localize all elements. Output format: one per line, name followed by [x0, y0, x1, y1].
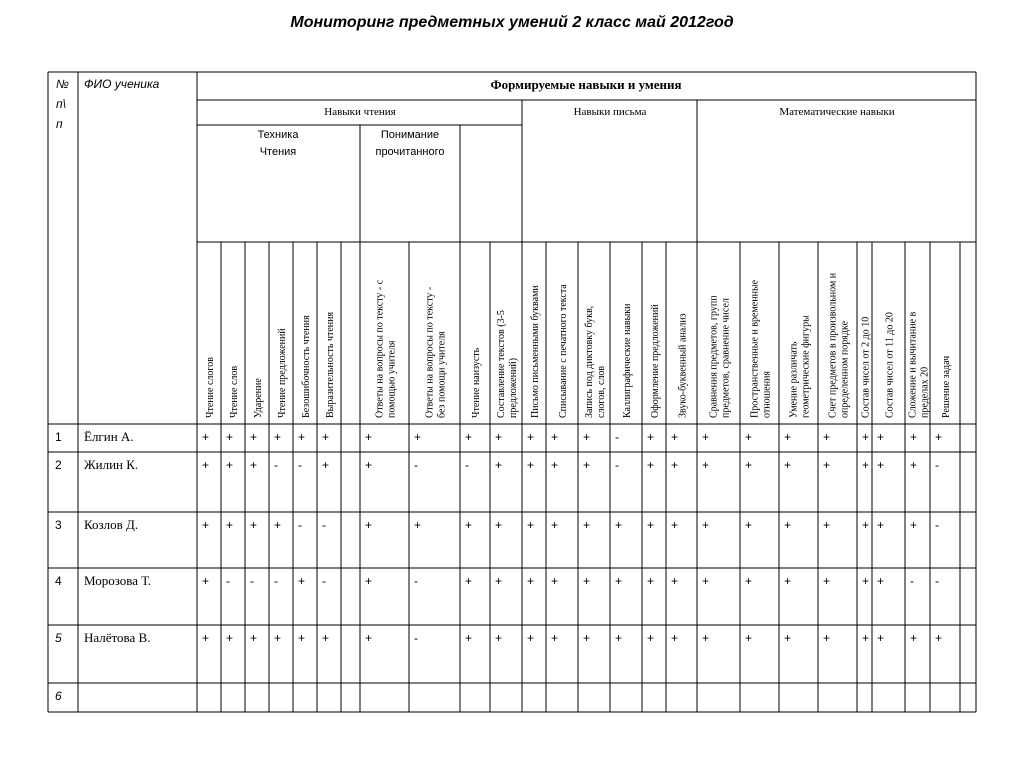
- mark-cell: +: [702, 631, 710, 645]
- mark-cell: +: [671, 518, 679, 532]
- mark-cell: +: [647, 458, 655, 472]
- column-header-11: Письмо письменными буквами: [530, 285, 541, 418]
- column-header-19: геометрические фигуры: [800, 315, 812, 418]
- mark-cell: +: [784, 518, 792, 532]
- header-fio: ФИО ученика: [84, 77, 160, 91]
- mark-cell: +: [702, 518, 710, 532]
- mark-cell: +: [274, 631, 282, 645]
- mark-cell: +: [465, 518, 473, 532]
- mark-cell: -: [274, 574, 278, 588]
- mark-cell: -: [298, 518, 302, 532]
- mark-cell: +: [551, 574, 559, 588]
- header-num: №: [56, 77, 69, 91]
- mark-cell: +: [250, 631, 258, 645]
- mark-cell: +: [877, 631, 885, 645]
- column-header-23: Сложение и вычитание в: [907, 311, 919, 418]
- mark-cell: +: [583, 631, 591, 645]
- mark-cell: +: [551, 518, 559, 532]
- mark-cell: +: [877, 458, 885, 472]
- mark-cell: +: [465, 574, 473, 588]
- row-number: 2: [55, 458, 62, 472]
- column-header-17: Сравнения предметов, групп: [708, 295, 720, 418]
- mark-cell: +: [784, 430, 792, 444]
- column-header-12: Списывание с печатного текста: [558, 284, 569, 418]
- mark-cell: +: [910, 518, 918, 532]
- mark-cell: +: [877, 518, 885, 532]
- mark-cell: -: [322, 574, 326, 588]
- column-header-7: помощью учителя: [386, 340, 398, 418]
- mark-cell: +: [745, 430, 753, 444]
- row-number: 4: [55, 574, 62, 588]
- mark-cell: +: [298, 631, 306, 645]
- mark-cell: +: [823, 458, 831, 472]
- mark-cell: -: [935, 458, 939, 472]
- mark-cell: +: [274, 518, 282, 532]
- mark-cell: -: [615, 458, 619, 472]
- mark-cell: +: [702, 574, 710, 588]
- student-name: Жилин К.: [84, 457, 139, 472]
- column-header-1: Чтение слов: [229, 365, 240, 418]
- mark-cell: +: [784, 574, 792, 588]
- mark-cell: +: [274, 430, 282, 444]
- mark-cell: +: [298, 430, 306, 444]
- header-group-reading: Навыки чтения: [324, 106, 396, 118]
- mark-cell: +: [495, 574, 503, 588]
- page-title: Мониторинг предметных умений 2 класс май 2012год: [290, 14, 734, 31]
- column-header-2: Ударение: [253, 378, 264, 418]
- column-header-14: Каллиграфические навыки: [622, 303, 633, 418]
- mark-cell: -: [935, 518, 939, 532]
- mark-cell: +: [647, 518, 655, 532]
- column-header-7: Ответы на вопросы по тексту - с: [374, 279, 386, 418]
- student-name: Козлов Д.: [84, 517, 139, 532]
- mark-cell: +: [745, 631, 753, 645]
- row-number: 5: [55, 631, 62, 645]
- mark-cell: +: [702, 430, 710, 444]
- row-number: 1: [55, 430, 62, 444]
- mark-cell: +: [250, 518, 258, 532]
- mark-cell: -: [615, 430, 619, 444]
- mark-cell: +: [647, 574, 655, 588]
- header-sub-technique: Чтения: [259, 146, 297, 158]
- mark-cell: -: [414, 574, 418, 588]
- mark-cell: +: [745, 518, 753, 532]
- mark-cell: +: [202, 574, 210, 588]
- mark-cell: +: [583, 430, 591, 444]
- mark-cell: +: [527, 430, 535, 444]
- mark-cell: +: [527, 458, 535, 472]
- mark-cell: +: [226, 458, 234, 472]
- mark-cell: -: [935, 574, 939, 588]
- column-header-10: Составление текстов (3-5: [496, 310, 507, 418]
- mark-cell: +: [202, 458, 210, 472]
- column-header-22: Состав чисел от 11 до 20: [884, 312, 896, 418]
- student-name: Морозова Т.: [84, 573, 152, 588]
- column-header-19: Умение различать: [788, 341, 800, 418]
- mark-cell: +: [823, 631, 831, 645]
- column-header-17: предметов, сравнение чисел: [720, 298, 732, 418]
- mark-cell: +: [250, 458, 258, 472]
- mark-cell: +: [877, 574, 885, 588]
- column-header-9: Чтение наизусть: [471, 347, 482, 418]
- column-header-20: Счет предметов в произвольном и: [827, 272, 839, 418]
- mark-cell: +: [647, 631, 655, 645]
- mark-cell: +: [365, 430, 373, 444]
- header-group-writing: Навыки письма: [573, 106, 647, 118]
- mark-cell: +: [551, 430, 559, 444]
- mark-cell: +: [583, 518, 591, 532]
- column-header-21: Состав чисел от 2 до 10: [860, 316, 872, 418]
- mark-cell: +: [465, 631, 473, 645]
- column-header-0: Чтение слогов: [205, 357, 216, 418]
- mark-cell: -: [910, 574, 914, 588]
- mark-cell: +: [527, 574, 535, 588]
- column-header-23: пределах 20: [919, 366, 931, 418]
- mark-cell: +: [583, 458, 591, 472]
- mark-cell: +: [823, 430, 831, 444]
- column-header-5: Выразительность чтения: [325, 311, 336, 418]
- mark-cell: +: [414, 430, 422, 444]
- mark-cell: +: [495, 631, 503, 645]
- mark-cell: +: [784, 458, 792, 472]
- header-sub-understanding: прочитанного: [375, 146, 445, 158]
- mark-cell: +: [365, 458, 373, 472]
- student-name: Ёлгин А.: [84, 429, 134, 444]
- mark-cell: +: [910, 631, 918, 645]
- student-name: Налётова В.: [84, 630, 151, 645]
- mark-cell: +: [495, 518, 503, 532]
- mark-cell: +: [298, 574, 306, 588]
- mark-cell: +: [910, 458, 918, 472]
- mark-cell: -: [250, 574, 254, 588]
- mark-cell: +: [414, 518, 422, 532]
- column-header-8: Ответы на вопросы по тексту -: [424, 286, 436, 418]
- mark-cell: +: [702, 458, 710, 472]
- mark-cell: +: [527, 631, 535, 645]
- header-sub-understanding: Понимание: [380, 129, 440, 141]
- mark-cell: +: [862, 430, 870, 444]
- mark-cell: +: [322, 458, 330, 472]
- column-header-8: без помощи учителя: [436, 331, 448, 418]
- column-header-16: Звуко-буквенный анализ: [677, 313, 689, 418]
- mark-cell: +: [647, 430, 655, 444]
- mark-cell: +: [551, 458, 559, 472]
- mark-cell: +: [615, 631, 623, 645]
- mark-cell: +: [226, 430, 234, 444]
- column-header-18: Пространственные и временные: [749, 279, 761, 418]
- mark-cell: +: [877, 430, 885, 444]
- mark-cell: +: [527, 518, 535, 532]
- mark-cell: +: [671, 430, 679, 444]
- column-header-13: слогов, слов: [596, 365, 607, 418]
- column-header-13: Запись под диктовку букв,: [584, 305, 595, 418]
- row-number: 6: [55, 689, 62, 703]
- mark-cell: +: [551, 631, 559, 645]
- mark-cell: +: [862, 458, 870, 472]
- mark-cell: +: [823, 518, 831, 532]
- mark-cell: +: [202, 518, 210, 532]
- mark-cell: -: [274, 458, 278, 472]
- mark-cell: +: [671, 574, 679, 588]
- mark-cell: -: [298, 458, 302, 472]
- mark-cell: +: [935, 631, 943, 645]
- mark-cell: +: [784, 631, 792, 645]
- header-sub-technique: Техника: [257, 129, 299, 141]
- mark-cell: +: [862, 631, 870, 645]
- mark-cell: +: [862, 518, 870, 532]
- mark-cell: -: [465, 458, 469, 472]
- mark-cell: +: [615, 574, 623, 588]
- column-header-10: предложений): [508, 357, 519, 418]
- column-header-4: Безошибочность чтения: [301, 315, 312, 418]
- mark-cell: +: [250, 430, 258, 444]
- mark-cell: +: [226, 631, 234, 645]
- column-header-20: определенном порядке: [839, 320, 851, 418]
- mark-cell: +: [615, 518, 623, 532]
- mark-cell: +: [365, 631, 373, 645]
- mark-cell: +: [465, 430, 473, 444]
- column-header-3: Чтение предложений: [277, 328, 288, 418]
- mark-cell: +: [671, 631, 679, 645]
- mark-cell: +: [745, 458, 753, 472]
- mark-cell: +: [935, 430, 943, 444]
- mark-cell: -: [414, 458, 418, 472]
- column-header-24: Решение задач: [941, 355, 952, 418]
- column-header-18: отношения: [761, 370, 773, 418]
- mark-cell: +: [202, 631, 210, 645]
- row-number: 3: [55, 518, 62, 532]
- mark-cell: +: [495, 430, 503, 444]
- header-num: п\: [56, 97, 66, 111]
- header-skills-title: Формируемые навыки и умения: [490, 77, 682, 92]
- mark-cell: -: [322, 518, 326, 532]
- mark-cell: -: [226, 574, 230, 588]
- mark-cell: +: [671, 458, 679, 472]
- mark-cell: +: [745, 574, 753, 588]
- mark-cell: +: [583, 574, 591, 588]
- column-header-15: Оформление предложений: [650, 304, 661, 418]
- mark-cell: -: [414, 631, 418, 645]
- mark-cell: +: [862, 574, 870, 588]
- mark-cell: +: [322, 430, 330, 444]
- header-num: п: [56, 117, 63, 131]
- mark-cell: +: [365, 574, 373, 588]
- mark-cell: +: [322, 631, 330, 645]
- mark-cell: +: [910, 430, 918, 444]
- mark-cell: +: [365, 518, 373, 532]
- header-group-math: Математические навыки: [779, 106, 895, 118]
- mark-cell: +: [495, 458, 503, 472]
- mark-cell: +: [202, 430, 210, 444]
- mark-cell: +: [823, 574, 831, 588]
- mark-cell: +: [226, 518, 234, 532]
